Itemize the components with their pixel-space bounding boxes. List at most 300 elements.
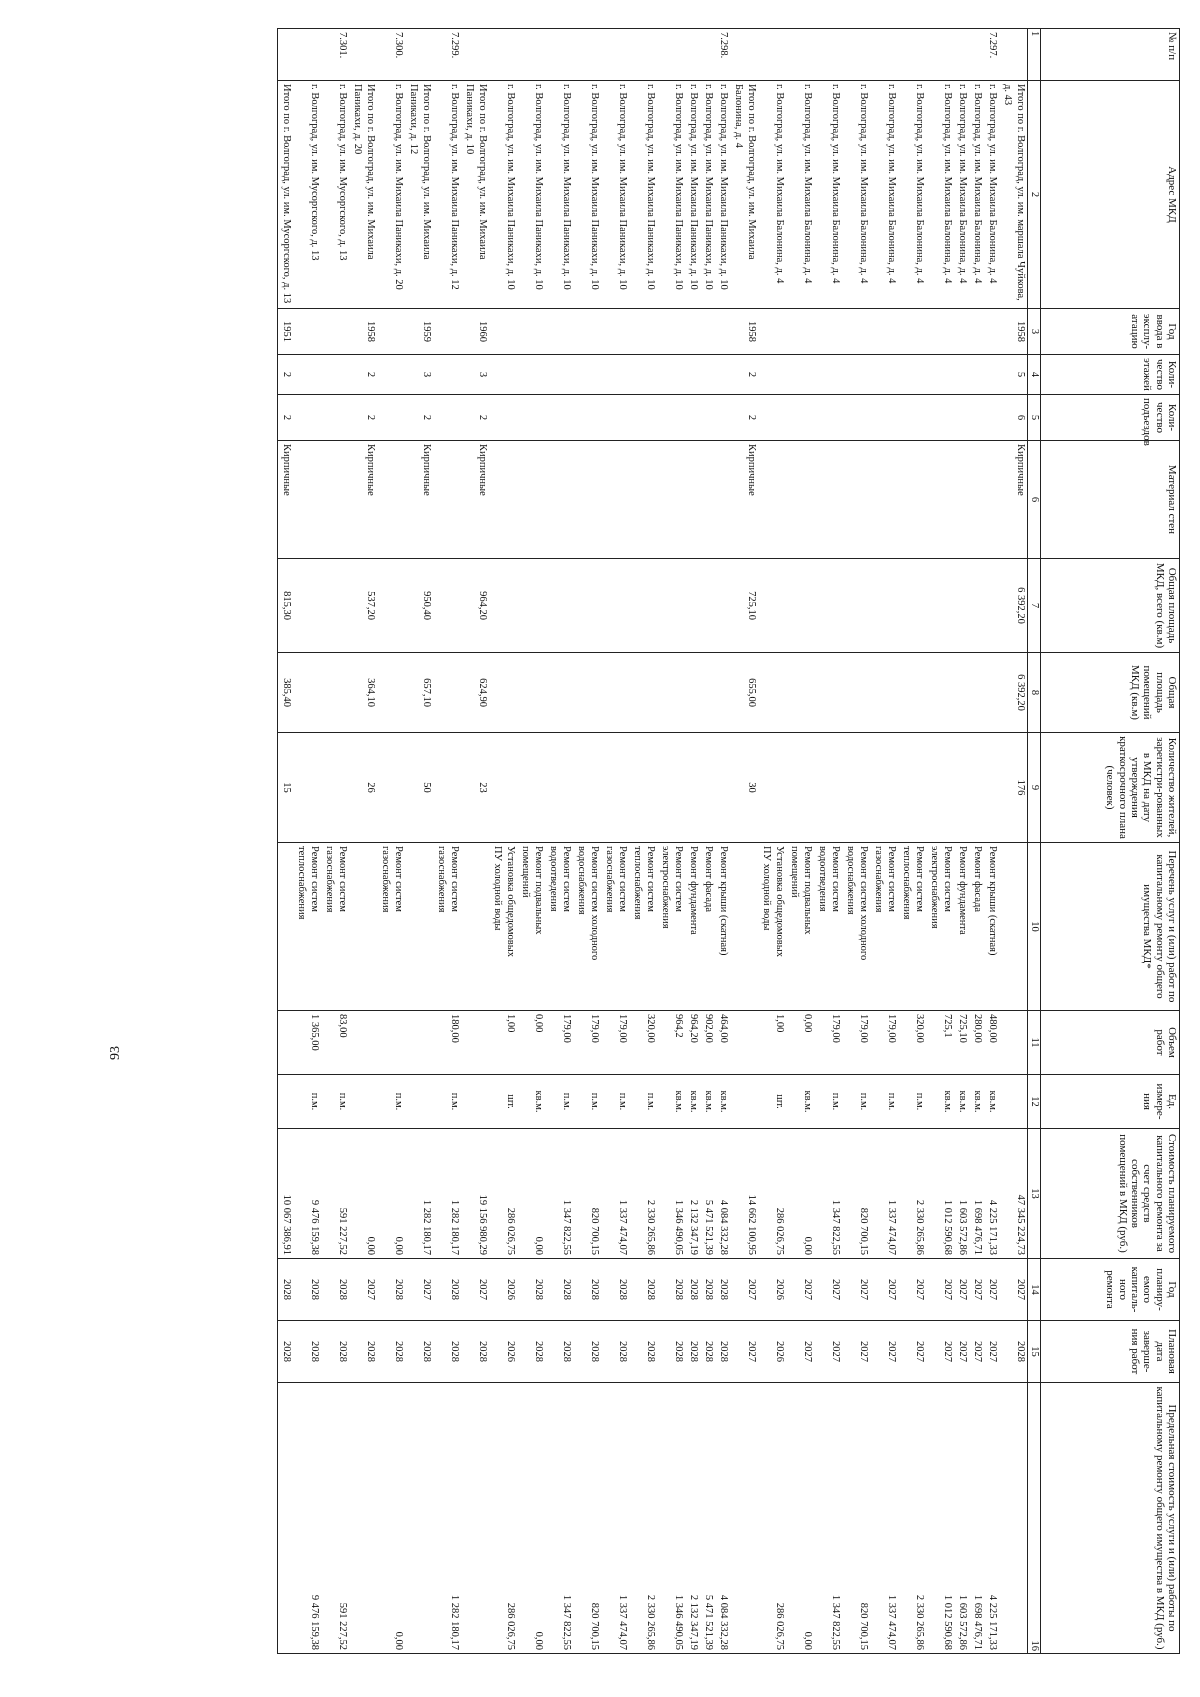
cell-work-list [349,843,377,1011]
completion-date-line: 2028 [589,1341,601,1362]
table-row [954,29,969,1654]
limit-cost-line: 1 337 474,07 [617,1594,629,1650]
wall-material-line [787,444,800,555]
cost-line: 5 471 521,39 [703,1199,715,1255]
row-number-line [1000,32,1013,77]
cost-line: 1 346 490,05 [673,1199,685,1255]
row-number-line [531,32,544,77]
address-line: г. Волгоград, ул. им. Михаила Паникахи, д. 10 [645,84,657,290]
address-line: г. Волгоград, ул. им. Михаила Балонина, д. 4 [774,84,786,284]
planned-year-line [294,1262,307,1317]
cell-residents [999,733,1028,843]
floors-line [490,358,503,391]
wall-material-line: Кирпичные [365,444,377,496]
cost-line [1000,1132,1013,1255]
residents-line [759,736,772,839]
total-area-line [531,562,544,649]
cell-work-list [293,843,321,1011]
cell-address [700,81,715,309]
floors-line: 3 [477,371,489,378]
limit-cost-line: 1 603 572,86 [957,1594,969,1650]
entrances-line [856,398,869,437]
total-row [405,29,433,1654]
unit-line: п.м. [309,1092,321,1111]
cost-line: 0,00 [802,1236,814,1255]
floors-line [871,358,884,391]
work-volume-line [419,1014,432,1071]
cell-wall-material [969,441,984,559]
limit-cost-line [462,1386,475,1650]
cell-address [870,81,898,309]
cell-premises-area [629,653,657,733]
work-list-line [1000,846,1013,1007]
limit-cost-line [363,1386,376,1650]
residents-line: 176 [1015,779,1027,796]
work-list-line: Установка общедомовых [505,846,517,958]
work-list-line: водоснабжения [845,846,857,915]
row-number-line [787,32,800,77]
cell-row-number [730,29,758,81]
limit-cost-line [927,1386,940,1650]
cell-total-area [377,559,405,653]
wall-material-line [716,444,729,555]
unit-line: кв.м. [703,1090,715,1113]
premises-area-line [531,656,544,729]
limit-cost-line: 2 330 265,86 [914,1594,926,1650]
cell-completion-date [715,1321,730,1383]
work-volume-line: 179,00 [830,1014,842,1043]
unit-line [899,1078,912,1125]
planned-year-line [1000,1262,1013,1317]
work-list-line [350,846,363,1007]
year-built-line [787,312,800,351]
residents-line [294,736,307,839]
col-header: Материал стен [1041,441,1180,559]
premises-area-line [447,656,460,729]
address-line: Итого по г. Волгоград, ул. им. Мусоргского, д. 13 [281,84,293,304]
completion-date-line: 2028 [337,1341,349,1362]
address-line: г. Волгоград, ул. им. Михаила Балонина, д. 4 [858,84,870,284]
limit-cost-line [518,1386,531,1650]
address-line: г. Волгоград, ул. им. Михаила Паникахи, д. 10 [617,84,629,290]
cell-address [321,81,349,309]
cost-line [815,1132,828,1255]
cell-row-number [517,29,545,81]
cell-row-number [545,29,573,81]
cost-line [602,1132,615,1255]
table-row [545,29,573,1654]
cell-year-built [405,309,433,355]
cell-limit-cost [405,1383,433,1654]
entrances-line [350,398,363,437]
cell-completion-date [293,1321,321,1383]
cell-limit-cost [870,1383,898,1654]
unit-line [843,1078,856,1125]
cell-planned-year [969,1259,984,1321]
cost-line: 9 476 159,38 [309,1199,321,1255]
cell-year-built [926,309,954,355]
year-built-line [378,312,391,351]
cell-entrances [489,395,517,441]
entrances-line [518,398,531,437]
cell-limit-cost [700,1383,715,1654]
cell-work-list [629,843,657,1011]
premises-area-line [985,656,998,729]
total-area-line [856,562,869,649]
work-list-line [419,846,432,1007]
cell-residents [349,733,377,843]
cell-cost [984,1129,999,1259]
premises-area-line [335,656,348,729]
premises-area-line [800,656,813,729]
entrances-line [716,398,729,437]
total-area-line [927,562,940,649]
work-list-line: Ремонт подвальных [533,846,545,935]
premises-area-line [940,656,953,729]
wall-material-line [871,444,884,555]
cost-line [731,1132,744,1255]
completion-date-line: 2026 [774,1341,786,1362]
col-header: Количество жителей, зарегистри-рованных в МКД на дату утверждения краткосрочного плана (человек) [1041,733,1180,843]
col-header: Ед. измере-ния [1041,1075,1180,1129]
cell-work-list [814,843,842,1011]
cell-floors [685,355,700,395]
cell-work-volume [926,1011,954,1075]
unit-line: п.м. [830,1092,842,1111]
unit-line: кв.м. [718,1090,730,1113]
cell-floors [573,355,601,395]
cell-work-list [870,843,898,1011]
completion-date-line [322,1324,335,1379]
entrances-line: 2 [281,414,293,421]
cell-unit [545,1075,573,1129]
premises-area-line [518,656,531,729]
cell-unit [842,1075,870,1129]
cell-planned-year [814,1259,842,1321]
entrances-line [322,398,335,437]
cell-wall-material [814,441,842,559]
residents-line [587,736,600,839]
planned-year-line: 2028 [703,1279,715,1300]
cell-work-list [730,843,758,1011]
completion-date-line [490,1324,503,1379]
col-number: 13 [1028,1129,1041,1259]
cell-entrances [321,395,349,441]
table-row [685,29,700,1654]
cell-address [293,81,321,309]
year-built-line [462,312,475,351]
cost-line: 19 156 980,29 [477,1194,489,1255]
work-list-line: Ремонт систем [914,846,926,912]
address-line [759,84,772,305]
col-number: 15 [1028,1321,1041,1383]
residents-line [434,736,447,839]
address-line: Паникахи, д. 10 [464,84,476,155]
cell-premises-area [700,653,715,733]
year-built-line [503,312,516,351]
col-number: 14 [1028,1259,1041,1321]
cell-limit-cost [461,1383,489,1654]
cell-row-number [601,29,629,81]
cell-work-volume [786,1011,814,1075]
cell-work-volume [999,1011,1028,1075]
row-number-line [686,32,699,77]
floors-line [800,358,813,391]
table-row [489,29,517,1654]
cell-premises-area [842,653,870,733]
total-area-line [602,562,615,649]
work-volume-line: 83,00 [337,1014,349,1038]
cell-unit [278,1075,294,1129]
cell-wall-material [545,441,573,559]
work-volume-line: 964,20 [688,1014,700,1043]
floors-line [322,358,335,391]
residents-line [643,736,656,839]
cell-cost [842,1129,870,1259]
cell-address [842,81,870,309]
cell-entrances [573,395,601,441]
cell-limit-cost [969,1383,984,1654]
total-area-line [615,562,628,649]
cell-cost [898,1129,926,1259]
cell-residents [433,733,461,843]
completion-date-line [434,1324,447,1379]
year-built-line [940,312,953,351]
cell-entrances [842,395,870,441]
unit-line [574,1078,587,1125]
cell-entrances [293,395,321,441]
cell-limit-cost [489,1383,517,1654]
cell-address [629,81,657,309]
cell-premises-area [898,653,926,733]
planned-year-line [759,1262,772,1317]
cell-address [278,81,294,309]
address-line: г. Волгоград, ул. им. Михаила Паникахи, д. 10 [589,84,601,290]
work-list-line: Ремонт систем холодного [858,846,870,961]
wall-material-line [686,444,699,555]
wall-material-line [350,444,363,555]
cost-line [406,1132,419,1255]
work-list-line: Ремонт крыши (скатная) [718,846,730,956]
planned-year-line: 2028 [309,1279,321,1300]
limit-cost-line: 2 330 265,86 [645,1594,657,1650]
premises-area-line: 385,40 [281,678,293,707]
wall-material-line [856,444,869,555]
row-number-line [350,32,363,77]
cell-year-built [984,309,999,355]
work-list-line: электроснабжения [929,846,941,929]
work-volume-line [1000,1014,1013,1071]
cell-completion-date [573,1321,601,1383]
residents-line: 30 [746,782,758,793]
wall-material-line [815,444,828,555]
planned-year-line [322,1262,335,1317]
row-number-line [899,32,912,77]
limit-cost-line [350,1386,363,1650]
cell-address [685,81,700,309]
total-area-line [701,562,714,649]
address-line: Итого по г. Волгоград, ул. им. Михаила [477,84,489,260]
wall-material-line [985,444,998,555]
limit-cost-line [630,1386,643,1650]
completion-date-line [899,1324,912,1379]
wall-material-line [462,444,475,555]
cell-limit-cost [545,1383,573,1654]
work-list-line [1013,846,1026,1007]
cell-address [601,81,629,309]
cell-unit [433,1075,461,1129]
limit-cost-line [787,1386,800,1650]
row-number-line [671,32,684,77]
work-list-line: Ремонт фундамента [688,846,700,935]
floors-line [856,358,869,391]
total-area-line [800,562,813,649]
work-list-line: Ремонт систем [830,846,842,912]
cell-work-volume [898,1011,926,1075]
residents-line [828,736,841,839]
wall-material-line [518,444,531,555]
cell-work-list [999,843,1028,1011]
cell-year-built [685,309,700,355]
premises-area-line [927,656,940,729]
table-row [433,29,461,1654]
premises-area-line [294,656,307,729]
planned-year-line: 2028 [281,1279,293,1300]
cell-wall-material [730,441,758,559]
completion-date-line [871,1324,884,1379]
cell-work-list [545,843,573,1011]
completion-date-line [630,1324,643,1379]
cell-planned-year [489,1259,517,1321]
cell-year-built [898,309,926,355]
cell-address [954,81,969,309]
cell-total-area [293,559,321,653]
limit-cost-line: 0,00 [393,1631,405,1650]
cost-line: 2 330 265,86 [914,1199,926,1255]
premises-area-line [731,656,744,729]
residents-line [671,736,684,839]
floors-line [671,358,684,391]
wall-material-line [912,444,925,555]
cell-work-list [433,843,461,1011]
wall-material-line: Кирпичные [477,444,489,496]
total-area-line [884,562,897,649]
cell-planned-year [461,1259,489,1321]
cell-work-volume [685,1011,700,1075]
year-built-line [307,312,320,351]
address-line: г. Волгоград, ул. им. Михаила Балонина, д. 4 [972,84,984,284]
address-line: г. Волгоград, ул. им. Мусоргского, д. 13 [337,84,349,261]
cell-unit [489,1075,517,1129]
cell-cost [730,1129,758,1259]
completion-date-line [518,1324,531,1379]
floors-line [884,358,897,391]
cell-year-built [715,309,730,355]
cell-cost [657,1129,685,1259]
cost-line: 1 347 822,55 [561,1199,573,1255]
floors-line: 2 [281,371,293,378]
entrances-line [602,398,615,437]
cell-entrances [969,395,984,441]
unit-line: п.м. [914,1092,926,1111]
cell-wall-material [758,441,786,559]
address-line: г. Волгоград, ул. им. Мусоргского, д. 13 [309,84,321,261]
work-list-line: ПУ холодной воды [492,846,504,931]
floors-line [787,358,800,391]
limit-cost-line [434,1386,447,1650]
floors-line [658,358,671,391]
wall-material-line [406,444,419,555]
cell-unit [685,1075,700,1129]
cell-row-number [814,29,842,81]
cell-work-list [984,843,999,1011]
cost-line: 1 698 476,71 [972,1199,984,1255]
total-area-line [787,562,800,649]
cell-unit [657,1075,685,1129]
cell-cost [461,1129,489,1259]
residents-line [955,736,968,839]
cell-premises-area [545,653,573,733]
wall-material-line [731,444,744,555]
cost-line [294,1132,307,1255]
row-number-line [856,32,869,77]
cell-cost [601,1129,629,1259]
cell-premises-area [786,653,814,733]
cell-work-volume [842,1011,870,1075]
cell-unit [293,1075,321,1129]
entrances-line [615,398,628,437]
premises-area-line [1000,656,1013,729]
cell-address [349,81,377,309]
premises-area-line [843,656,856,729]
completion-date-line: 2027 [746,1341,758,1362]
premises-area-line: 655,00 [746,678,758,707]
cell-completion-date [700,1321,715,1383]
cell-completion-date [405,1321,433,1383]
cost-line [378,1132,391,1255]
year-built-line [630,312,643,351]
year-built-line [843,312,856,351]
unit-line: п.м. [449,1092,461,1111]
cost-line [490,1132,503,1255]
unit-line [322,1078,335,1125]
residents-line [546,736,559,839]
limit-cost-line: 1 282 180,17 [449,1594,461,1650]
cell-unit [786,1075,814,1129]
cost-line: 14 662 100,95 [746,1194,758,1255]
cost-line [574,1132,587,1255]
unit-line: кв.м. [942,1090,954,1113]
entrances-line [294,398,307,437]
col-number: 2 [1028,81,1041,309]
planned-year-line: 2028 [393,1279,405,1300]
work-volume-line [927,1014,940,1071]
total-area-line [643,562,656,649]
cell-work-volume [489,1011,517,1075]
work-volume-line [759,1014,772,1071]
work-volume-line [475,1014,488,1071]
completion-date-line: 2028 [393,1341,405,1362]
year-built-line [559,312,572,351]
completion-date-line: 2027 [957,1341,969,1362]
cell-completion-date [377,1321,405,1383]
cell-work-volume [433,1011,461,1075]
planned-year-line [518,1262,531,1317]
table-row [969,29,984,1654]
completion-date-line: 2028 [309,1341,321,1362]
residents-line [927,736,940,839]
premises-area-line [350,656,363,729]
